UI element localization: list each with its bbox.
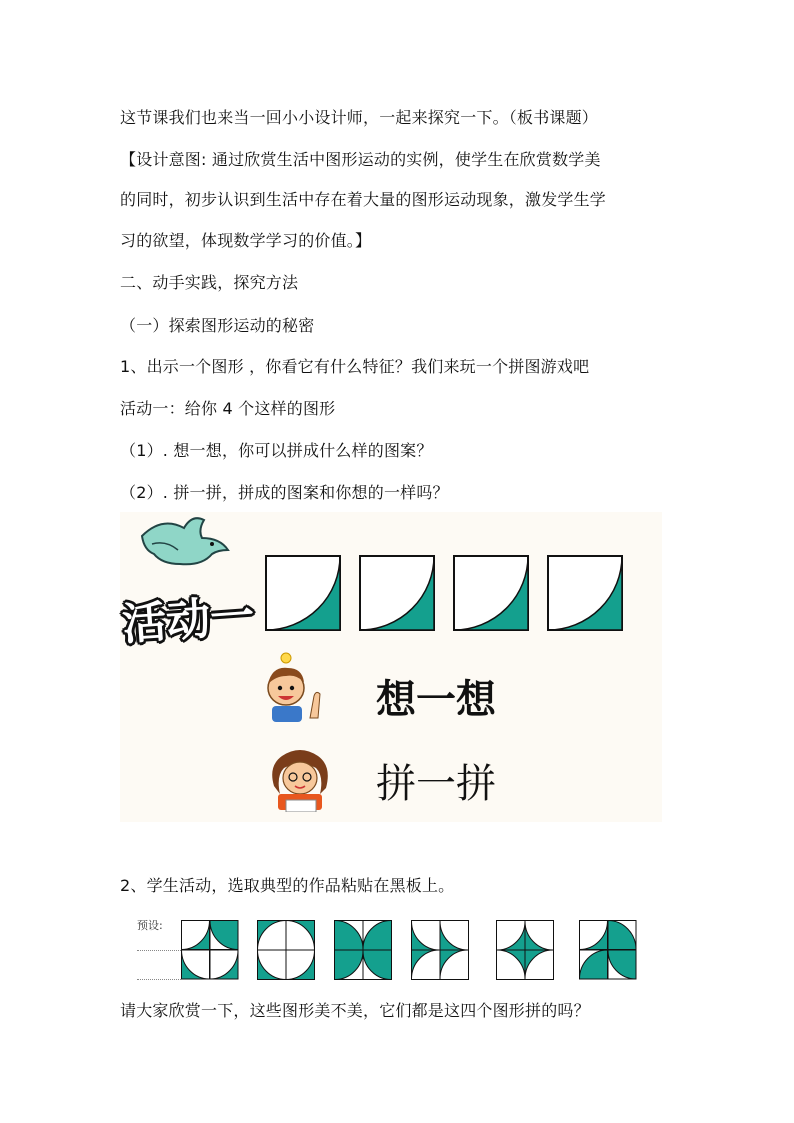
paragraph-line-7: 1、出示一个图形 ，你看它有什么特征？我们来玩一个拼图游戏吧 [120,357,590,376]
paragraph-line-9: （1）. 想一想，你可以拼成什么样的图案？ [120,441,433,460]
paragraph-line-1: 这节课我们也来当一回小小设计师，一起来探究一下。（板书课题） [120,108,599,127]
quarter-circle-tile-1 [265,555,341,631]
boy-thinking-icon [262,652,332,722]
dotted-guide-2 [137,979,181,980]
preset-label: 预设: [137,919,163,932]
bird-icon [132,514,232,572]
paragraph-line-10: （2）. 拼一拼，拼成的图案和你想的一样吗？ [120,483,449,502]
paragraph-line-2: 【设计意图: 通过欣赏生活中图形运动的实例，使学生在欣赏数学美 [120,150,601,169]
think-label: 想一想 [376,677,496,723]
quarter-circle-tile-2 [359,555,435,631]
preset-pattern-3 [334,920,392,980]
preset-pattern-4 [411,920,469,980]
paragraph-line-8: 活动一：给你 4 个这样的图形 [120,399,336,418]
section-heading: 二、动手实践，探究方法 [120,273,299,292]
quarter-circle-tile-4 [547,555,623,631]
subsection-heading: （一）探索图形运动的秘密 [120,316,315,335]
girl-writing-icon [266,746,336,812]
assemble-label: 拼一拼 [376,761,496,807]
closing-question: 请大家欣赏一下，这些图形美不美，它们都是这四个图形拼的吗？ [120,1001,590,1020]
activity-title: 活动一 [120,590,256,651]
preset-pattern-6 [579,920,637,980]
quarter-circle-tile-3 [453,555,529,631]
activity-panel [120,512,662,822]
preset-pattern-1 [181,920,239,980]
paragraph-line-4: 习的欲望，体现数学学习的价值。】 [120,231,372,250]
paragraph-line-3: 的同时，初步认识到生活中存在着大量的图形运动现象，激发学生学 [120,190,607,209]
preset-pattern-5 [496,920,554,980]
paragraph-student-activity: 2、学生活动，选取典型的作品粘贴在黑板上。 [120,876,455,895]
preset-pattern-2 [257,920,315,980]
dotted-guide-1 [137,950,181,951]
